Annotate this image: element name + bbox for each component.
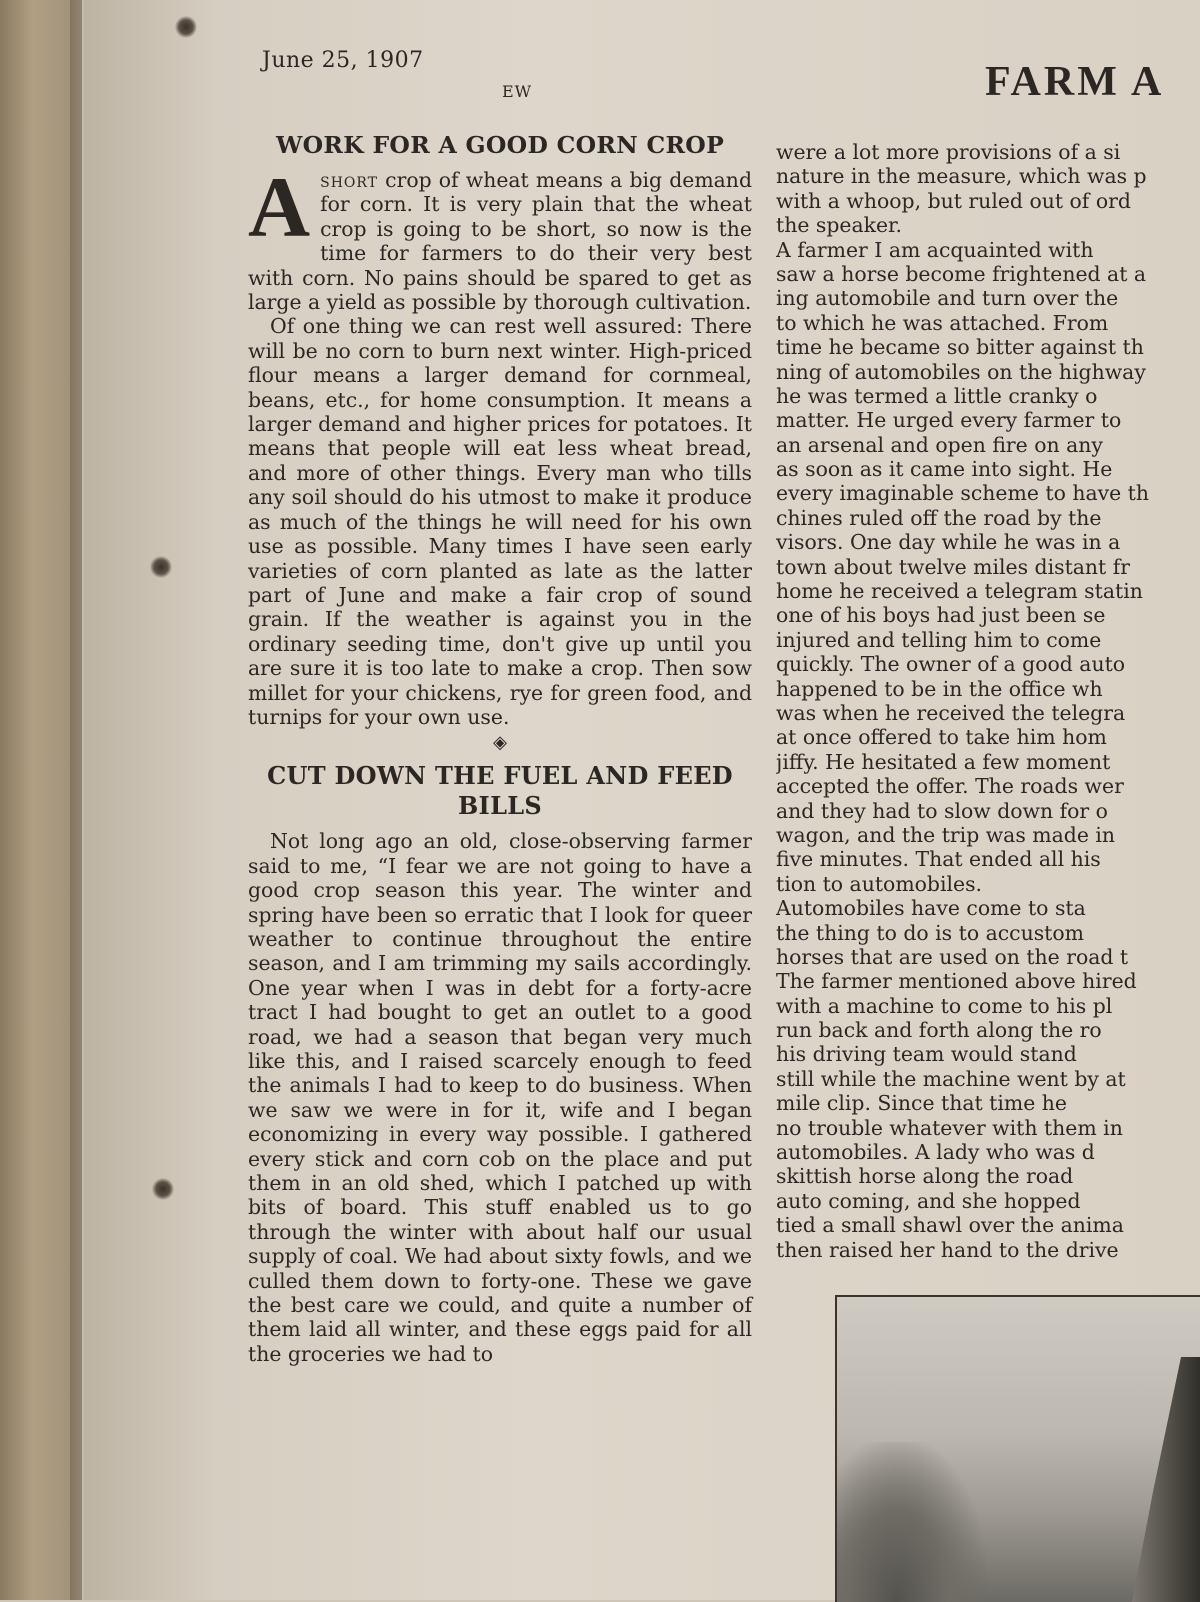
- column-line: tied a small shawl over the anima: [776, 1213, 1124, 1238]
- binding-hole: [152, 1178, 174, 1200]
- column-line: injured and telling him to come: [776, 627, 1102, 652]
- drop-cap: A: [248, 159, 311, 255]
- column-line: skittish horse along the road: [776, 1164, 1074, 1189]
- column-line: time he became so bitter against th: [776, 335, 1144, 360]
- column-line: happened to be in the office wh: [776, 676, 1103, 701]
- column-line: saw a horse become frightened at a: [776, 261, 1147, 286]
- column-line: matter. He urged every farmer to: [776, 408, 1122, 433]
- column-line: visors. One day while he was in a: [776, 530, 1121, 555]
- column-line: chines ruled off the road by the: [776, 505, 1102, 530]
- column-line: Automobiles have come to sta: [776, 896, 1086, 921]
- column-line: ing automobile and turn over the: [776, 286, 1119, 311]
- article-paragraph: Of one thing we can rest well assured: There will be no corn to burn next winter. High-priced flour means a larger demand for cornmeal, beans, etc., for home consumption. It means a larger demand and higher prices for potatoes. It means that people will eat less wheat bread, and more of other things. Every man who tills any soil should do his utmost to make it produce as much of the things he will need for his own use as possible. Many times I have seen early varieties of corn planted as late as the latter part of June and make a fair crop of sound grain. If the weather is against you in the ordinary seeding time, don't give up until you are sure it is too late to make a crop. Then sow millet for your chickens, rye for green food, and turnips for your own use.: [248, 314, 752, 729]
- column-line: an arsenal and open fire on any: [776, 432, 1103, 457]
- column-line: his driving team would stand: [776, 1042, 1077, 1067]
- article-paragraph: Not long ago an old, close-observing farmer said to me, “I fear we are not going to have a good crop season this year. The winter and spring have been so erratic that I look for queer weather to continue throughout the entire season, and I am trimming my sails accordingly. One year when I was in debt for a forty-acre tract I had bought to get an outlet to a good road, we had a season that began very much like this, and I raised scarcely enough to feed the animals I had to keep to do business. When we saw we were in for it, wife and I began economizing in every way possible. I gathered every stick and corn cob on the place and put them in an old shed, which I patched up with bits of board. This stuff enabled us to go through the winter with about half our usual supply of coal. We had about sixty fowls, and we culled them down to forty-one. These we gave the best care we could, and quite a number of them laid all winter, and these eggs paid for all the groceries we had to: [248, 829, 752, 1366]
- column-line: tion to automobiles.: [776, 871, 983, 896]
- column-line: with a whoop, but ruled out of ord: [776, 188, 1131, 213]
- binding-hole: [175, 16, 197, 38]
- column-line: A farmer I am acquainted with: [776, 237, 1094, 262]
- column-line: then raised her hand to the drive: [776, 1237, 1119, 1262]
- binding-hole: [150, 556, 172, 578]
- column-line: town about twelve miles distant fr: [776, 554, 1131, 579]
- article-lead-paragraph: [248, 159, 752, 315]
- column-line: nature in the measure, which was p: [776, 164, 1147, 189]
- column-line: no trouble whatever with them in: [776, 1115, 1123, 1140]
- column-line: jiffy. He hesitated a few moment: [776, 749, 1111, 774]
- column-line: automobiles. A lady who was d: [776, 1140, 1095, 1165]
- column-line: as soon as it came into sight. He: [776, 457, 1113, 482]
- page-mark: EW: [502, 82, 533, 101]
- column-line: the thing to do is to accustom: [776, 920, 1084, 945]
- column-line: quickly. The owner of a good auto: [776, 652, 1126, 677]
- column-line: wagon, and the trip was made in: [776, 822, 1116, 847]
- column-line: at once offered to take him hom: [776, 725, 1107, 750]
- lead-smallcaps: short: [320, 168, 379, 192]
- column-line: The farmer mentioned above hired: [776, 969, 1137, 994]
- lead-text: crop of wheat means a big demand for corn. It is very plain that the wheat crop is going to be short, so now is the time for farmers to do their very best with corn. No pains should be spared to get as large a yield as possible by thorough cultivation.: [248, 168, 752, 315]
- photo-steeple: [1132, 1357, 1200, 1602]
- column-line: with a machine to come to his pl: [776, 993, 1113, 1018]
- right-column: [776, 140, 1200, 1262]
- column-line: home he received a telegram statin: [776, 579, 1143, 604]
- column-line: the speaker.: [776, 213, 903, 238]
- column-line: five minutes. That ended all his: [776, 847, 1101, 872]
- section-ornament: ◈: [493, 732, 507, 754]
- column-line: every imaginable scheme to have th: [776, 481, 1150, 506]
- column-line: accepted the offer. The roads wer: [776, 774, 1124, 799]
- column-line: horses that are used on the road t: [776, 944, 1129, 969]
- column-line: were a lot more provisions of a si: [776, 140, 1121, 164]
- column-line: run back and forth along the ro: [776, 1018, 1102, 1043]
- photo-trees: [837, 1442, 987, 1602]
- column-line: one of his boys had just been se: [776, 603, 1106, 628]
- issue-date: June 25, 1907: [262, 48, 424, 73]
- article-headline-fuel: CUT DOWN THE FUEL AND FEED BILLS: [267, 761, 733, 821]
- article-headline-corn: WORK FOR A GOOD CORN CROP: [275, 131, 725, 159]
- column-line: mile clip. Since that time he: [776, 1091, 1067, 1116]
- column-line: to which he was attached. From: [776, 310, 1109, 335]
- column-line: still while the machine went by at: [776, 1066, 1126, 1091]
- section-masthead: FARM A: [985, 59, 1165, 105]
- photograph: [835, 1295, 1200, 1602]
- left-column: [248, 130, 752, 1366]
- column-line: ning of automobiles on the highway: [776, 359, 1146, 384]
- column-line: auto coming, and she hopped: [776, 1188, 1081, 1213]
- column-line: and they had to slow down for o: [776, 798, 1108, 823]
- column-line: he was termed a little cranky o: [776, 383, 1098, 408]
- column-line: was when he received the telegra: [776, 700, 1126, 725]
